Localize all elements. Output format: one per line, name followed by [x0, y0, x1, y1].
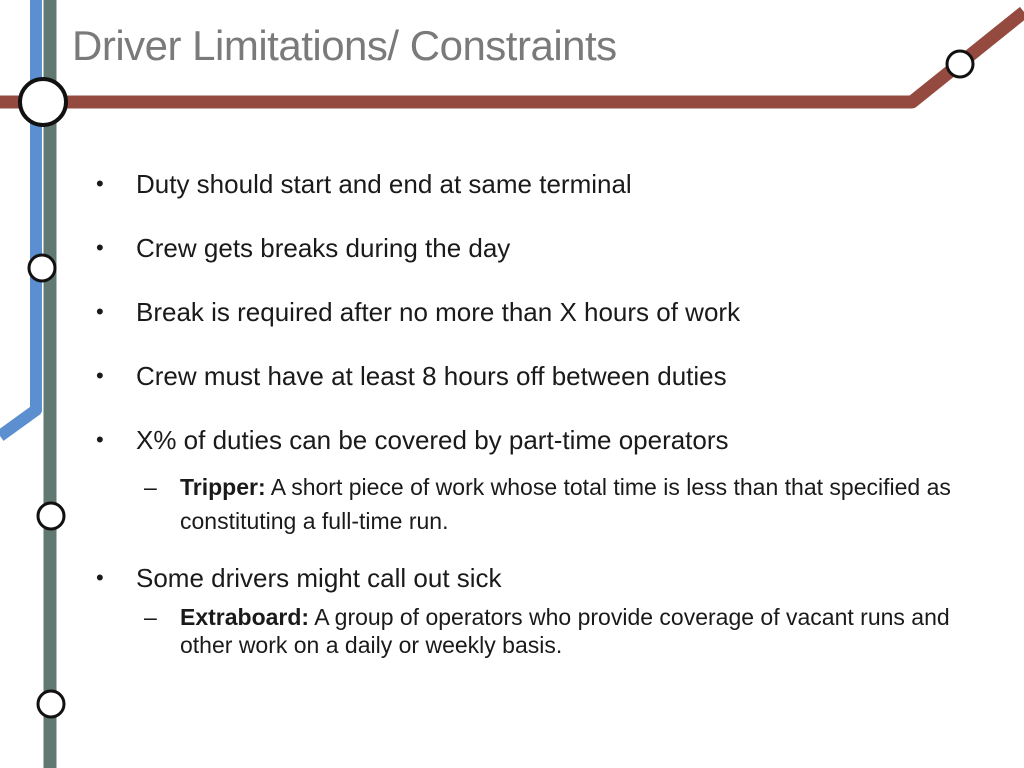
bullet-item [96, 232, 511, 264]
bullet-marker: • [96, 363, 104, 388]
sub-bullet-extraboard [144, 603, 960, 659]
bullet-item [96, 168, 632, 200]
sub-bullet-term: Tripper: [180, 474, 266, 500]
bullet-marker: • [96, 565, 104, 590]
sub-bullet-text: A short piece of work whose total time is less than that specified as constituting a full-time run. [180, 474, 951, 534]
slide-title: Driver Limitations/ Constraints [72, 22, 617, 69]
sub-bullet-text: A group of operators who provide coverage of vacant runs and other work on a daily or weekly basis. [180, 604, 950, 658]
bullet-item [96, 562, 502, 594]
bullet-text: Crew must have at least 8 hours off between duties [136, 361, 727, 391]
bullet-item [96, 360, 727, 392]
bullet-marker: • [96, 235, 104, 260]
bullet-marker: • [96, 299, 104, 324]
bullet-item [96, 296, 741, 328]
bullet-text: Crew gets breaks during the day [136, 233, 511, 263]
sub-bullet-marker: – [144, 604, 157, 630]
bullet-text: X% of duties can be covered by part-time operators [136, 425, 729, 455]
bullet-text: Duty should start and end at same terminal [136, 169, 632, 199]
bullet-text: Some drivers might call out sick [136, 563, 502, 593]
sub-bullet-marker: – [144, 474, 157, 500]
bullet-marker: • [96, 427, 104, 452]
bullet-text: Break is required after no more than X hours of work [136, 297, 741, 327]
bullet-item [96, 424, 729, 456]
sub-bullet-term: Extraboard: [180, 604, 310, 630]
sub-bullet-tripper [144, 470, 960, 538]
bullet-marker: • [96, 171, 104, 196]
